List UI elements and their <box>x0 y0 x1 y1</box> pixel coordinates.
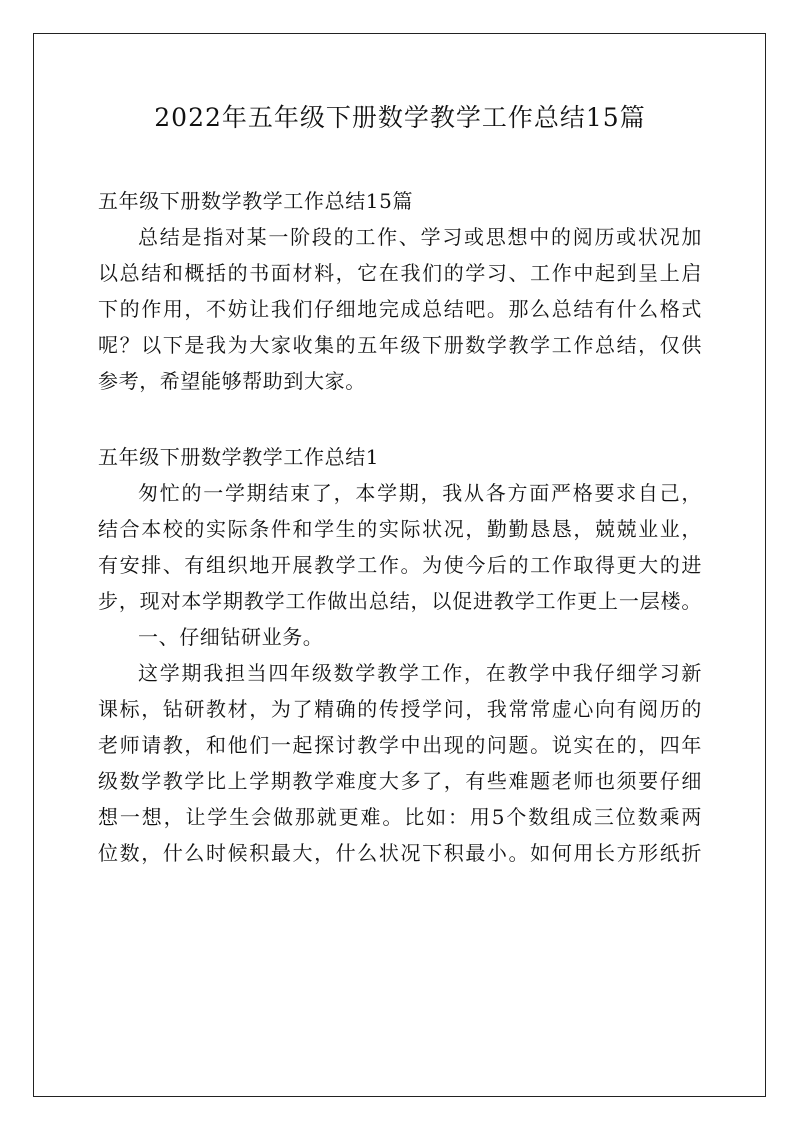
section1-line: 有安排、有组织地开展教学工作。为使今后的工作取得更大的进 <box>98 553 702 577</box>
intro-line: 下的作用，不妨让我们仔细地完成总结吧。那么总结有什么格式 <box>98 297 702 321</box>
document-title: 2022年五年级下册数学教学工作总结15篇 <box>154 103 646 132</box>
intro-paragraph <box>98 219 702 399</box>
section1-line: 课标，钻研教材，为了精确的传授学问，我常常虚心向有阅历的 <box>98 697 702 721</box>
section1-line: 这学期我担当四年级数学教学工作，在教学中我仔细学习新 <box>138 661 702 685</box>
document-body <box>98 183 702 871</box>
section1-line: 级数学教学比上学期教学难度大多了，有些难题老师也须要仔细 <box>98 769 702 793</box>
section1-line: 匆忙的一学期结束了，本学期，我从各方面严格要求自己， <box>138 481 702 505</box>
intro-line: 以总结和概括的书面材料，它在我们的学习、工作中起到呈上启 <box>98 261 702 285</box>
section1-line: 位数，什么时候积最大，什么状况下积最小。如何用长方形纸折 <box>98 841 702 865</box>
section1-heading: 五年级下册数学教学工作总结1 <box>98 445 380 469</box>
section1-line: 步，现对本学期教学工作做出总结，以促进教学工作更上一层楼。 <box>98 589 702 613</box>
section1-paragraph-2 <box>98 655 702 871</box>
section1-line: 结合本校的实际条件和学生的实际状况，勤勤恳恳，兢兢业业， <box>98 517 702 541</box>
intro-line: 总结是指对某一阶段的工作、学习或思想中的阅历或状况加 <box>138 225 702 249</box>
paragraph-gap <box>98 399 702 439</box>
section1-paragraph-1 <box>98 475 702 619</box>
intro-heading: 五年级下册数学教学工作总结15篇 <box>98 189 414 213</box>
section1-subheading: 一、仔细钻研业务。 <box>138 625 324 649</box>
intro-line: 呢？以下是我为大家收集的五年级下册数学教学工作总结，仅供 <box>98 333 702 357</box>
section1-line: 想一想，让学生会做那就更难。比如：用5个数组成三位数乘两 <box>98 805 702 829</box>
section1-line: 老师请教，和他们一起探讨教学中出现的问题。说实在的，四年 <box>98 733 702 757</box>
intro-line: 参考，希望能够帮助到大家。 <box>98 369 366 393</box>
